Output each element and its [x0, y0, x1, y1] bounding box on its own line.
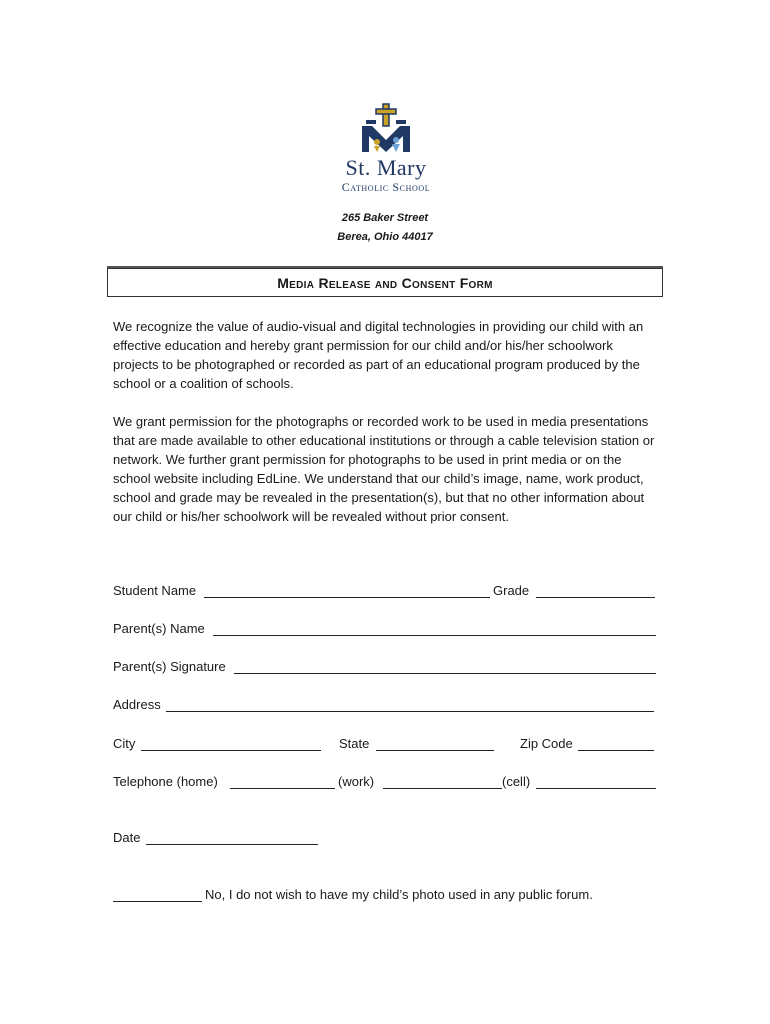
parent-signature-field[interactable] [234, 673, 656, 674]
state-field[interactable] [376, 750, 494, 751]
opt-out-text: No, I do not wish to have my child’s photo used in any public forum. [205, 887, 593, 902]
address-label: Address [113, 697, 161, 712]
consent-paragraph-2: We grant permission for the photographs or recorded work to be used in media presentations that are made available to other educational institutions or through a cable television station or network. We further grant permission for photographs to be used in print media or on the school website including EdLine. We understand that our child’s image, name, work product, school and grade may be revealed in the presentation(s), but that no other information about our child or his/her schoolwork will be revealed without prior consent. [113, 414, 655, 524]
parent-name-label: Parent(s) Name [113, 621, 205, 636]
grade-label: Grade [493, 583, 530, 598]
parent-signature-label: Parent(s) Signature [113, 659, 226, 674]
student-name-field[interactable] [204, 597, 490, 598]
school-name-line1: St. Mary [345, 155, 427, 180]
student-row [113, 581, 658, 601]
opt-out-row [113, 885, 658, 905]
work-phone-label: (work) [338, 774, 375, 789]
cell-phone-field[interactable] [536, 788, 656, 789]
student-name-label: Student Name [113, 583, 197, 598]
grade-field[interactable] [536, 597, 655, 598]
consent-paragraph-1: We recognize the value of audio-visual and digital technologies in providing our child with an effective education and hereby grant permission for our child and/or his/her schoolwork projects to be photographed or recorded as part of an educational program produced by the school or a coalition of schools. [113, 319, 644, 391]
school-name-line2: Catholic School [341, 180, 431, 194]
city-field[interactable] [141, 750, 321, 751]
city-row [113, 734, 658, 754]
opt-out-initials-field[interactable] [113, 901, 202, 902]
parent-name-row [113, 619, 658, 639]
address-row [113, 695, 658, 715]
date-field[interactable] [146, 844, 318, 845]
street-address: 265 Baker Street [341, 212, 429, 224]
city-state-zip: Berea, Ohio 44017 [337, 231, 433, 243]
zip-field[interactable] [578, 750, 654, 751]
parent-name-field[interactable] [213, 635, 656, 636]
date-label: Date [113, 830, 141, 845]
cross-and-m-logo-icon [330, 100, 442, 160]
telephone-home-label: Telephone (home) [113, 774, 218, 789]
telephone-home-field[interactable] [230, 788, 335, 789]
school-name [318, 156, 454, 194]
state-label: State [339, 736, 370, 751]
cell-phone-label: (cell) [502, 774, 531, 789]
form-title [107, 268, 663, 297]
city-label: City [113, 736, 136, 751]
form-title-text: Media Release and Consent Form [277, 274, 493, 291]
date-row [113, 828, 658, 848]
work-phone-field[interactable] [383, 788, 502, 789]
address-field[interactable] [166, 711, 654, 712]
parent-signature-row [113, 657, 658, 677]
telephone-row [113, 772, 658, 792]
zip-label: Zip Code [520, 736, 573, 751]
